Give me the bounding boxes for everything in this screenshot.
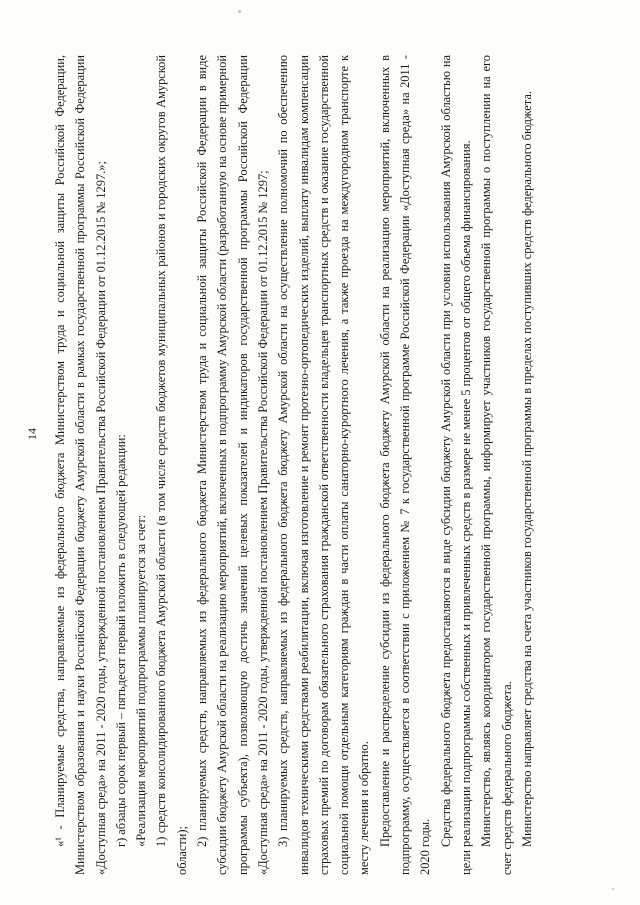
paragraph: 2) планируемых средств, направляемых из федерального бюджета Министерством труда и социальной защиты Российской Федерации в виде субсидии бюджету Амурской области на реализацию мероприятий, включенных в подпрограмму Амурской области (разработанную на основе примерной программы субъекта), позволяющую достичь значений целевых показателей и индикаторов государственной программы Российской Федерации «Доступная среда» на 2011 - 2020 годы, утвержденной постановлением Правительства Российской Федерации от 01.12.2015 № 1297; xyxy=(195,55,270,875)
paragraph: 1) средств консолидированного бюджета Амурской области (в том числе средств бюджетов муниципальных районов и городских округов Амурской области); xyxy=(154,55,189,875)
paragraph: «Реализация мероприятий подпрограммы планируется за счет: xyxy=(134,514,149,847)
paragraph: 3) планируемых средств, направляемых из федерального бюджета бюджету Амурской области на осуществление полномочий по обеспечению инвалидов техническими средствами реабилитации, включая изготовление и ремонт протезно-ортопедических изделий, выплату инвалидам компенсации страховых премий по договорам обязательного страхования гражданской ответственности владельцев транспортных средств и оказание государственной социальной помощи отдельным категориям граждан в части оплаты санаторно-курортного лечения, а также проезда на междугородном транспорте к месту лечения и обратно. xyxy=(276,55,372,875)
scan-speck xyxy=(238,10,241,13)
page-number: 14 xyxy=(25,428,39,440)
paragraph: Министерство направляет средства на счета участников государственной программы в пределах поступивших средств федерального бюджета. xyxy=(519,91,534,847)
rotated-text-block xyxy=(50,55,610,875)
paragraph: «¹ - Планируемые средства, направляемые из федерального бюджета Министерством труда и социальной защиты Российской Федерации, Министерством образования и науки Российской Федерации бюджету Амурской области в рамках государственной программы Российской Федерации «Доступная среда» на 2011 - 2020 годы, утвержденной постановлением Правительства Российской Федерации от 01.12.2015 № 1297.»; xyxy=(53,55,108,875)
paragraph: Министерство, являясь координатором государственной программы, информирует участников государственной программы о поступлении на его счет средств федерального бюджета. xyxy=(479,55,514,875)
scan-speck xyxy=(612,888,614,890)
paragraph: Средства федерального бюджета предоставляются в виде субсидии бюджету Амурской области при условии использования Амурской областью на цели реализации подпрограммы собственных и привлеченных средств в размере не менее 5 процентов от общего объема финансирования. xyxy=(438,55,473,875)
paragraph: Предоставление и распределение субсидии из федерального бюджета бюджету Амурской области на реализацию мероприятий, включенных в подпрограмму, осуществляется в соответствии с приложением № 7 к государственной программе Российской Федерации «Доступная среда» на 2011 - 2020 годы. xyxy=(377,55,433,875)
paragraph: г) абзацы сорок первый – пятьдесят первый изложить в следующей редакции: xyxy=(113,434,128,847)
